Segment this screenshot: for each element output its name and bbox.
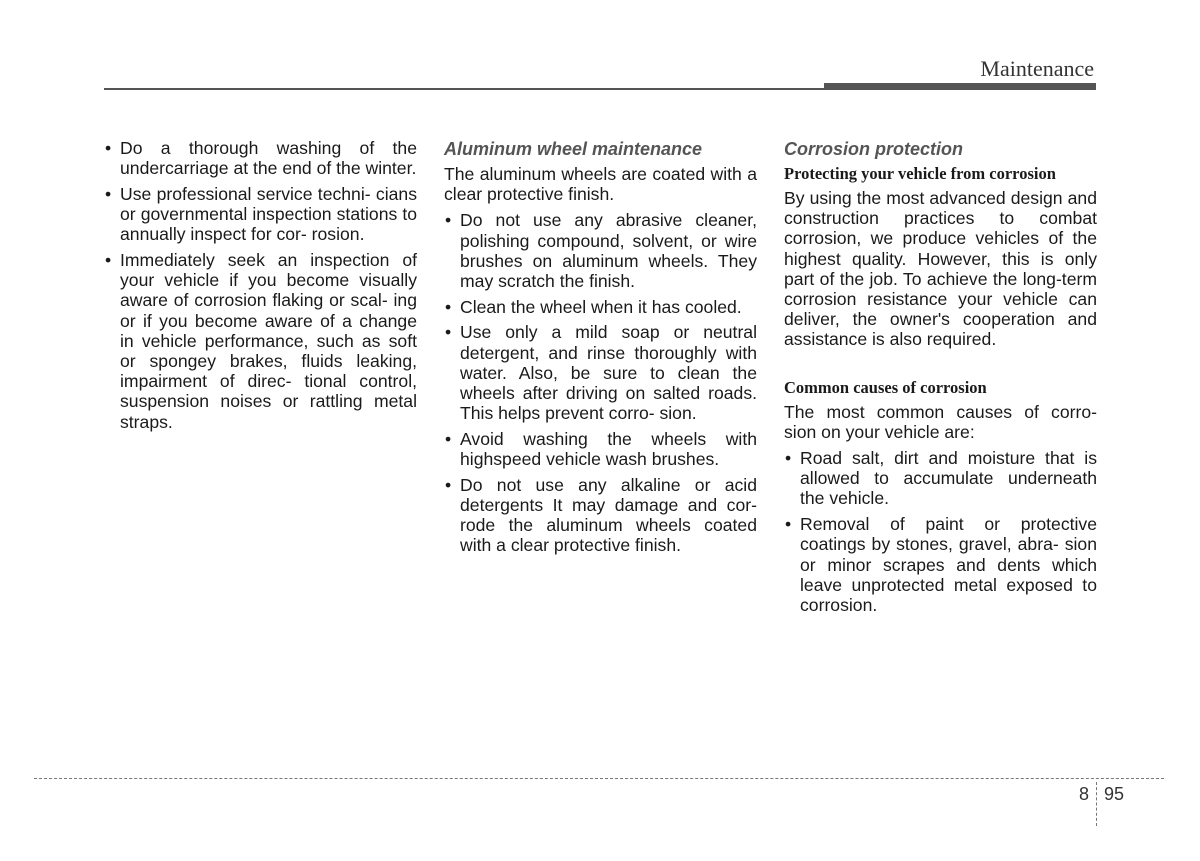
column-2 [444, 138, 757, 561]
subsection-title: Protecting your vehicle from corrosion [784, 164, 1056, 183]
list-item: • Road salt, dirt and moisture that is allowed to accumulate underneath the vehicle. [784, 448, 1097, 509]
intro-paragraph: The aluminum wheels are coated with a clear protective finish. [444, 164, 757, 205]
bullet-list [104, 138, 417, 432]
header-title: Maintenance [980, 56, 1094, 81]
list-item: • Do a thorough washing of the undercarriage at the end of the winter. [104, 138, 417, 178]
paragraph: The most common causes of corro- sion on your vehicle are: [784, 401, 1097, 442]
header-rule-accent [824, 83, 1096, 90]
list-item: • Immediately seek an inspection of your vehicle if you become visually aware of corrosion flaking or scal- ing or if you become aware of a change in vehicle performance, such as soft or spongey brakes, fluids leaking, impairment of direc- tional control, suspension noises or rattling metal straps. [104, 250, 417, 432]
page-number: 95 [1104, 784, 1125, 804]
bullet-list [784, 448, 1097, 615]
list-item: • Clean the wheel when it has cooled. [444, 297, 757, 317]
list-item: • Do not use any alkaline or acid detergents It may damage and cor- rode the aluminum wheels coated with a clear protective finish. [444, 475, 757, 556]
section-title: Corrosion protection [784, 139, 963, 159]
chapter-number: 8 [1079, 784, 1090, 804]
subsection-title: Common causes of corrosion [784, 377, 987, 397]
list-item: • Use professional service techni- cians or governmental inspection stations to annually inspect for cor- rosion. [104, 184, 417, 245]
footer-rule [34, 778, 1164, 779]
list-item: • Avoid washing the wheels with highspeed vehicle wash brushes. [444, 429, 757, 469]
footer-divider [1096, 782, 1097, 826]
list-item: • Use only a mild soap or neutral detergent, and rinse thoroughly with water. Also, be sure to clean the wheels after driving on salted roads. This helps prevent corro- sion. [444, 322, 757, 423]
bullet-list [444, 210, 757, 555]
list-item: • Do not use any abrasive cleaner, polishing compound, solvent, or wire brushes on aluminum wheels. They may scratch the finish. [444, 210, 757, 291]
paragraph: By using the most advanced design and construction practices to combat corrosion, we produce vehicles of the highest quality. However, this is only part of the job. To achieve the long-term corrosion resistance your vehicle can deliver, the owner's cooperation and assistance is also required. [784, 188, 1097, 350]
column-3 [784, 138, 1097, 621]
list-item: • Removal of paint or protective coatings by stones, gravel, abra- sion or minor scrapes and dents which leave unprotected metal exposed to corrosion. [784, 514, 1097, 615]
section-title: Aluminum wheel maintenance [444, 139, 703, 159]
column-1 [104, 138, 417, 437]
